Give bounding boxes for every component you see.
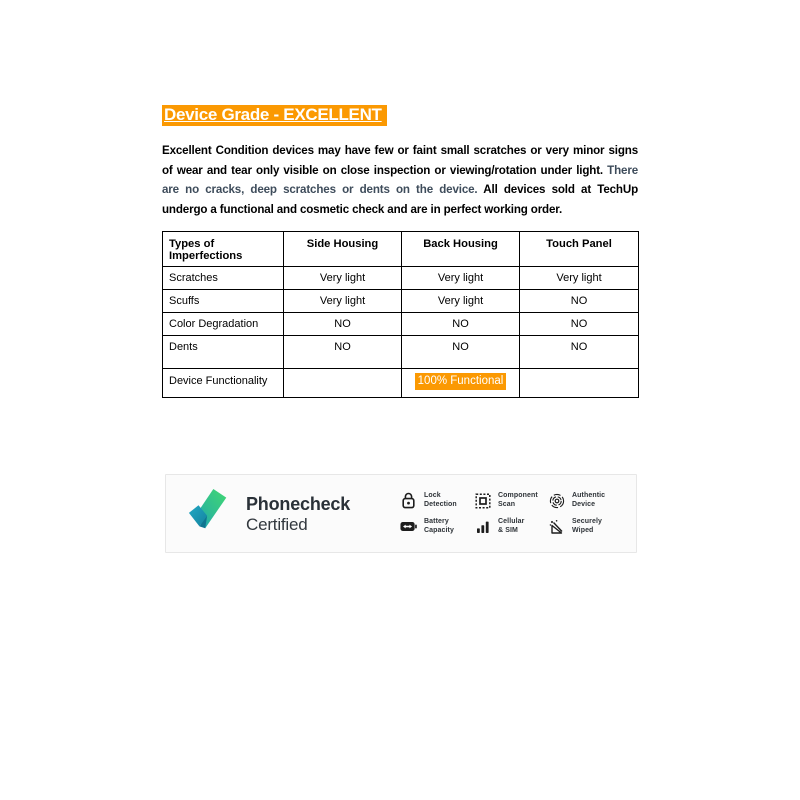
header-side-housing: Side Housing: [284, 232, 402, 267]
brand-text: [246, 495, 350, 533]
table-header-row: [163, 232, 639, 267]
lock-icon: [400, 492, 417, 509]
table-row-scratches: [163, 267, 639, 290]
phonecheck-logo-block: [187, 486, 350, 541]
description-part1: Excellent Condition devices may have few or faint small scratches or very minor signs of wear and tear only visible on close inspection or viewing/rotation under light.: [162, 144, 638, 177]
header-touch-panel: Touch Panel: [520, 232, 639, 267]
row-label: Scuffs: [163, 290, 284, 313]
phonecheck-certified-card: [165, 474, 637, 553]
cell-value: NO: [284, 336, 402, 369]
description-part2-muted: There are no cracks, deep scratches or dents on the device.: [162, 163, 638, 196]
cell-value: [520, 369, 639, 398]
row-label: Device Functionality: [163, 369, 284, 398]
component-icon: [474, 492, 491, 509]
cell-value: Very light: [284, 267, 402, 290]
cell-value: Very light: [402, 290, 520, 313]
wipe-icon: [548, 518, 565, 535]
cell-value: NO: [520, 336, 639, 369]
feature-battery-capacity: [400, 518, 472, 535]
header-types-of-imperfections: Types of Imperfections: [163, 232, 284, 267]
feature-label: Securely Wiped: [572, 518, 602, 534]
cell-value: Very light: [402, 267, 520, 290]
cell-value: NO: [520, 290, 639, 313]
brand-certified: Certified: [246, 514, 308, 534]
feature-label: Battery Capacity: [424, 518, 454, 534]
feature-label: Lock Detection: [424, 492, 457, 508]
cell-value: Very light: [284, 290, 402, 313]
brand-name: Phonecheck: [246, 493, 351, 514]
feature-label: Component Scan: [498, 492, 538, 508]
table-row-device-functionality: [163, 369, 639, 398]
feature-label: Authentic Device: [572, 492, 606, 508]
cell-value: [284, 369, 402, 398]
row-label: Color Degradation: [163, 313, 284, 336]
feature-label: Cellular & SIM: [498, 518, 525, 534]
feature-authentic-device: [548, 492, 620, 509]
imperfections-table: [162, 231, 639, 398]
certification-features: [400, 492, 620, 535]
feature-lock-detection: [400, 492, 472, 509]
cell-value: Very light: [520, 267, 639, 290]
table-row-dents: [163, 336, 639, 369]
row-label: Scratches: [163, 267, 284, 290]
cell-value: NO: [284, 313, 402, 336]
table-row-scuffs: [163, 290, 639, 313]
feature-cellular-sim: [474, 518, 546, 535]
phonecheck-checkmark-icon: [187, 486, 233, 541]
cell-value: NO: [402, 313, 520, 336]
functional-highlight: 100% Functional: [415, 373, 507, 390]
fingerprint-icon: [548, 492, 565, 509]
cell-value: NO: [520, 313, 639, 336]
row-label: Dents: [163, 336, 284, 369]
cell-value-highlighted: [402, 369, 520, 398]
signal-icon: [474, 518, 491, 535]
header-back-housing: Back Housing: [402, 232, 520, 267]
feature-securely-wiped: [548, 518, 620, 535]
feature-component-scan: [474, 492, 546, 509]
battery-icon: [400, 518, 417, 535]
condition-description: [162, 141, 638, 219]
description-part3: All devices sold at TechUp undergo a functional and cosmetic check and are in perfect working order.: [162, 183, 639, 216]
page-title: Device Grade - EXCELLENT: [162, 105, 387, 126]
table-row-color-degradation: [163, 313, 639, 336]
cell-value: NO: [402, 336, 520, 369]
document-content: [162, 105, 638, 398]
